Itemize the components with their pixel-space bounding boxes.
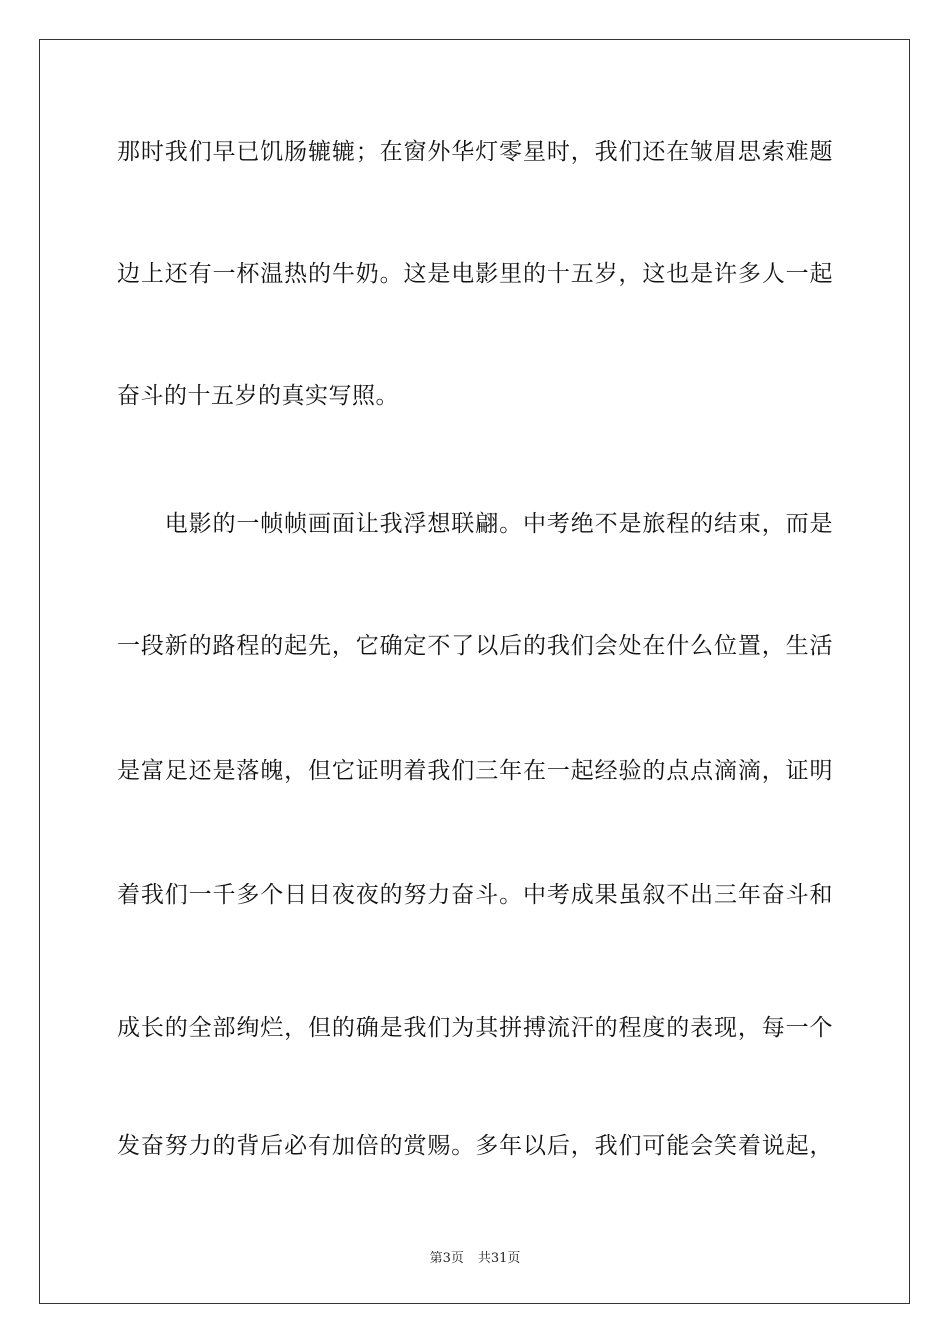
body-line-6: 是富足还是落魄，但它证明着我们三年在一起经验的点点滴滴，证明 [117,758,833,784]
body-line-7: 着我们一千多个日日夜夜的努力奋斗。中考成果虽叙不出三年奋斗和 [117,882,833,908]
page-border [39,39,910,1304]
body-line-3: 奋斗的十五岁的真实写照。 [117,383,399,409]
page-number: 第3页 [429,1251,464,1266]
body-line-4: 电影的一帧帧画面让我浮想联翩。中考绝不是旅程的结束，而是 [117,511,833,537]
body-line-5: 一段新的路程的起先，它确定不了以后的我们会处在什么位置，生活 [117,633,833,659]
body-line-1: 那时我们早已饥肠辘辘；在窗外华灯零星时，我们还在皱眉思索难题 [117,139,833,165]
page-footer [0,1251,950,1267]
body-line-2: 边上还有一杯温热的牛奶。这是电影里的十五岁，这也是许多人一起 [117,261,833,287]
page-total: 共31页 [477,1251,521,1266]
body-line-9: 发奋努力的背后必有加倍的赏赐。多年以后，我们可能会笑着说起， [117,1133,833,1159]
body-line-8: 成长的全部绚烂，但的确是我们为其拼搏流汗的程度的表现，每一个 [117,1015,833,1041]
